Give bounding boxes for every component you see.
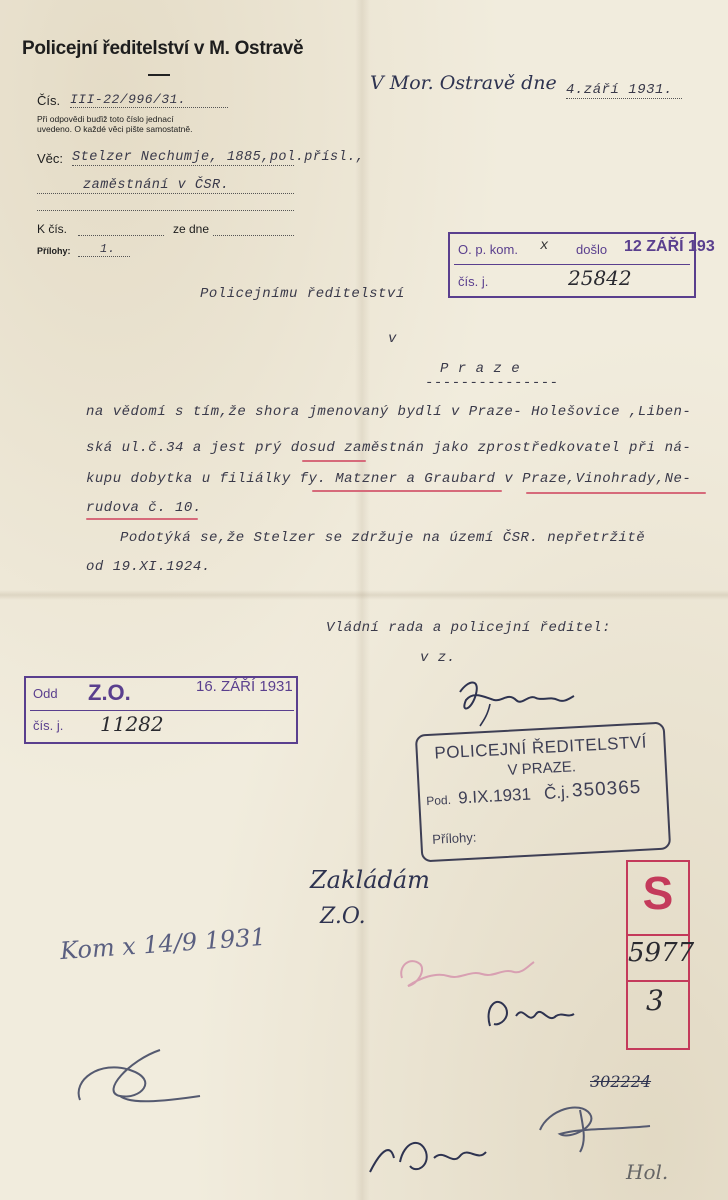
received-stamp-cis-value: 25842 [568, 266, 632, 290]
prague-stamp-date: 9.IX.1931 [457, 784, 532, 808]
zo-stamp-odd-value: Z.O. [88, 680, 131, 705]
director-signature [450, 670, 580, 730]
addressee-underline: --------------- [425, 375, 559, 391]
received-stamp-cis-label: čís. j. [458, 274, 489, 289]
cis-label: Čís. [37, 93, 61, 108]
handwritten-paraph-1 [60, 1040, 210, 1120]
registry-s-number: 5977 [628, 938, 695, 968]
subject-line-3 [37, 210, 294, 211]
cis-value: III-22/996/31. [70, 92, 228, 108]
handwritten-signature-2 [470, 986, 580, 1046]
prague-police-stamp [415, 722, 671, 863]
instruction-line-1: Při odpovědi buďiž toto číslo jednací [37, 114, 174, 124]
received-stamp-mark: x [540, 238, 549, 254]
handwritten-zo: Z.O. [320, 904, 366, 929]
zo-stamp-cis-value: 11282 [100, 712, 164, 736]
prague-stamp-cj-label: Č.j. [543, 782, 571, 803]
prague-stamp-pod-label: Pod. [425, 792, 452, 809]
zo-stamp [24, 676, 298, 744]
registry-s-divider-2 [628, 980, 688, 982]
body-line-2: ská ul.č.34 a jest prý dosud zaměstnán jako zprostředkovatel při ná- [86, 440, 692, 456]
heading-rule [148, 74, 170, 76]
zo-stamp-cis-label: čís. j. [33, 718, 64, 733]
zo-stamp-date: 16. ZÁŘÍ 1931 [196, 678, 293, 695]
received-stamp-divider [454, 264, 690, 265]
red-underline-2 [312, 490, 502, 492]
body-line-3: kupu dobytka u filiálky fy. Matzner a Graubard v Praze,Vinohrady,Ne- [86, 471, 692, 487]
registry-s-letter: S [642, 867, 674, 919]
paper-fold [0, 590, 728, 600]
registry-s-stamp [626, 860, 695, 1050]
prague-stamp-prilohy: Přílohy: [431, 829, 477, 847]
k-cis-field [78, 235, 164, 236]
signatory-vz: v z. [420, 650, 456, 666]
addressee-city: P r a z e [440, 361, 521, 377]
body-line-4: rudova č. 10. [86, 500, 202, 516]
instruction-line-2: uvedeno. O každé věci pište samostatně. [37, 124, 193, 134]
handwritten-paraph-3 [360, 1122, 500, 1192]
subject-line-2: zaměstnání v ČSR. [37, 178, 294, 194]
signatory-title: Vládní rada a policejní ředitel: [326, 620, 611, 636]
zo-stamp-odd-label: Odd [33, 686, 58, 701]
subject-line-1: Stelzer Nechumje, 1885,pol.přísl., [72, 150, 365, 165]
prague-stamp-cj-value: 350365 [571, 776, 642, 802]
prague-stamp-line-2: V PRAZE. [507, 758, 577, 779]
handwritten-hol: Hol. [626, 1160, 669, 1184]
received-stamp-label: O. p. kom. [458, 242, 518, 257]
prilohy-value: 1. [78, 242, 130, 257]
prague-stamp-line-1: POLICEJNÍ ŘEDITELSTVÍ [433, 732, 648, 763]
handwritten-paraph-2 [520, 1090, 660, 1160]
red-underline-4 [86, 518, 198, 520]
red-underline-3 [526, 492, 706, 494]
received-stamp-doslo: došlo [576, 242, 608, 257]
letter-date: 4.září 1931. [566, 82, 682, 99]
handwritten-kom-note: Kom x 14/9 1931 [59, 922, 267, 966]
place-date-label: V Mor. Ostravě dne [370, 72, 557, 94]
instruction-note [37, 114, 192, 134]
office-heading: Policejní ředitelství v M. Ostravě [22, 38, 304, 59]
body-line-1: na vědomí s tím,že shora jmenovaný bydlí v Praze- Holešovice ,Liben- [86, 404, 692, 420]
handwritten-note-number: 302224 [590, 1072, 652, 1091]
handwritten-zakladam: Zakládám [310, 866, 430, 894]
registry-s-sub: 3 [646, 984, 664, 1017]
ze-dne-label: ze dne [173, 222, 210, 236]
zo-stamp-divider [30, 710, 294, 711]
addressee-line-1: Policejnímu ředitelství [200, 286, 405, 302]
red-underline-1 [302, 460, 366, 462]
ze-dne-field [213, 235, 294, 236]
vec-label: Věc: [37, 151, 64, 166]
registry-s-divider-1 [628, 934, 688, 936]
received-stamp [448, 232, 715, 298]
body-line-6: od 19.XI.1924. [86, 559, 211, 575]
received-stamp-date: 12 ZÁŘÍ 193 [624, 238, 715, 255]
prilohy-label: Přílohy: [37, 246, 71, 256]
body-line-5: Podotýká se,že Stelzer se zdržuje na území ČSR. nepřetržitě [120, 530, 646, 546]
k-cis-label: K čís. [37, 222, 68, 236]
addressee-line-2: v [388, 331, 397, 347]
